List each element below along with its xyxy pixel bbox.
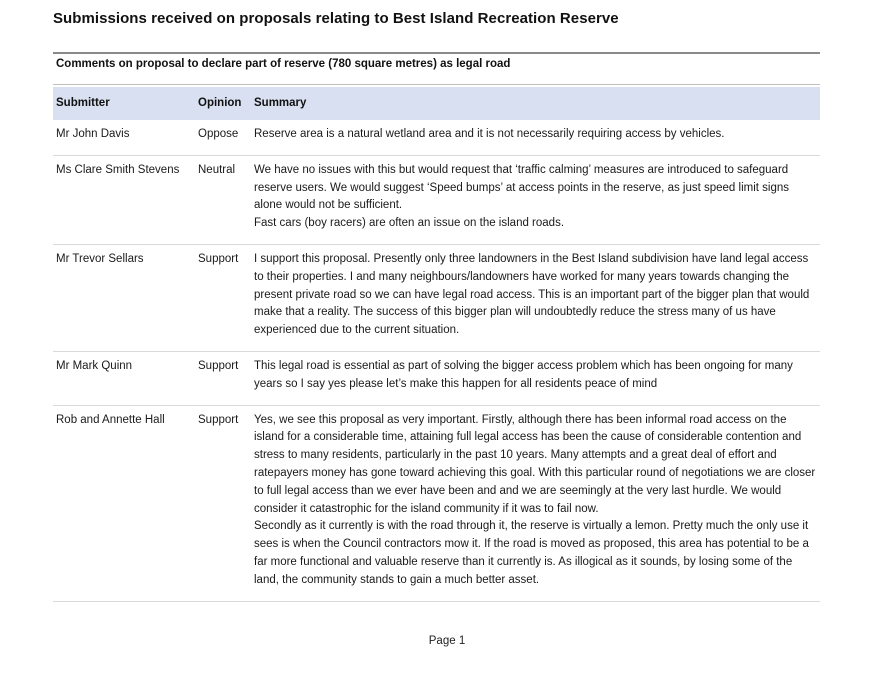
title-divider	[53, 52, 820, 54]
summary-paragraph: We have no issues with this but would request that ‘traffic calming’ measures are introduced to safeguard reserve users. We would suggest ‘Speed bumps’ at access points in the reserve, as just speed limit signs alone would not be sufficient.	[254, 163, 790, 212]
header-opinion: Opinion	[195, 87, 251, 120]
opinion-cell: Neutral	[195, 155, 251, 244]
opinion-cell: Oppose	[195, 120, 251, 155]
summary-paragraph: Secondly as it currently is with the road through it, the reserve is virtually a lemon. Pretty much the only use it sees is when the Council contractors mow it. If the road is moved as proposed, this area has potential to be a far more functional and valuable reserve than it currently is. As illogical as it sounds, by losing some of the land, the community stands to gain a much better asset.	[254, 520, 809, 586]
table-row	[53, 405, 820, 601]
header-submitter: Submitter	[53, 87, 195, 120]
submissions-table	[53, 87, 820, 602]
summary-paragraph: Yes, we see this proposal as very important. Firstly, although there has been informal road access on the island for a considerable time, attaining full legal access has been the cause of considerable contention and stress to many residents, particularly in the past 10 years. Many attempts and a great deal of effort and ratepayers money has gone toward achieving this goal. With this particular round of negotiations we are closer to full legal access than we ever have been and and we are seemingly at the very last hurdle. We would consider it catastrophic for the island community if it was to fail now.	[254, 413, 816, 515]
summary-paragraph: Fast cars (boy racers) are often an issue on the island roads.	[254, 217, 565, 230]
section-subtitle: Comments on proposal to declare part of reserve (780 square metres) as legal road	[56, 58, 511, 70]
summary-paragraph: This legal road is essential as part of solving the bigger access problem which has been ongoing for many years so I say yes please let’s make this happen for all residents peace of mind	[254, 359, 793, 390]
summary-paragraph: Reserve area is a natural wetland area and it is not necessarily requiring access by vehicles.	[254, 128, 725, 140]
header-summary: Summary	[251, 87, 820, 120]
document-title: Submissions received on proposals relating to Best Island Recreation Reserve	[53, 10, 619, 27]
page-number: Page 1	[428, 635, 466, 647]
table-row	[53, 244, 820, 351]
table-row	[53, 155, 820, 244]
table-row	[53, 120, 820, 155]
opinion-cell: Support	[195, 244, 251, 351]
submitter-cell: Ms Clare Smith Stevens	[53, 155, 195, 244]
submitter-cell: Mr Mark Quinn	[53, 351, 195, 405]
summary-paragraph: I support this proposal. Presently only three landowners in the Best Island subdivision have land legal access to their properties. I and many neighbours/landowners have worked for many years towards changing the present private road so we can have legal road access. This is an important part of the bigger plan that would make that a reality. The success of this bigger plan will undoubtedly reduce the stress many of us have experienced due to the current situation.	[254, 252, 810, 337]
subtitle-divider	[53, 84, 820, 85]
summary-cell	[251, 120, 820, 155]
table-header-row	[53, 87, 820, 120]
summary-cell	[251, 351, 820, 405]
summary-cell	[251, 405, 820, 601]
opinion-cell: Support	[195, 405, 251, 601]
submitter-cell: Mr John Davis	[53, 120, 195, 155]
summary-cell	[251, 244, 820, 351]
opinion-cell: Support	[195, 351, 251, 405]
submitter-cell: Rob and Annette Hall	[53, 405, 195, 601]
table-row	[53, 351, 820, 405]
submitter-cell: Mr Trevor Sellars	[53, 244, 195, 351]
summary-cell	[251, 155, 820, 244]
